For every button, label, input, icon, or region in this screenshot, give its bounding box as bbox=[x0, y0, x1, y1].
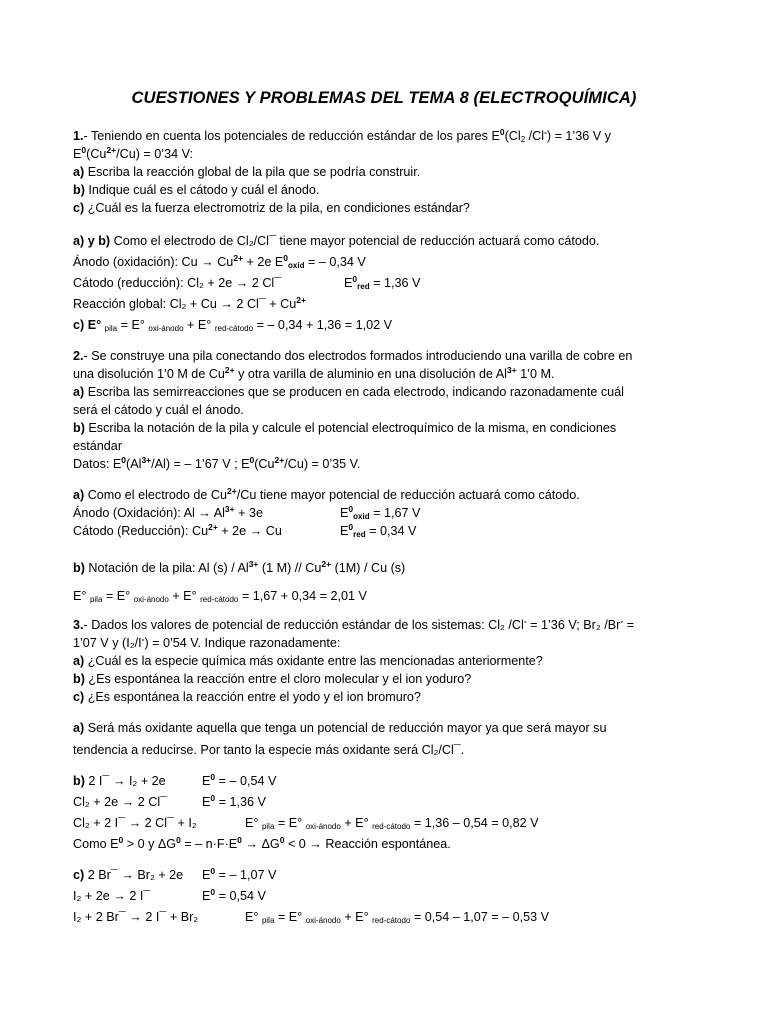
a2-part-b: b) Notación de la pila: Al $(s) / Al^{3+}$ (1 $M) // Cu^{2+}$ (1M) / Cu (s) bbox=[73, 559, 406, 575]
q2-part-a: a) Escriba las semirreacciones que se producen en cada electrodo, indicando razonadamente cuál bbox=[73, 385, 624, 399]
a3-c3: I₂ + 2 Br¯ → 2 I¯ + Br₂ E° $_{pila}$ = E° $_{oxi-ánodo}$ + E° $_{red-cátodo}$ = 0,54 – 1,07 = – 0,53 V bbox=[73, 910, 550, 925]
q1-part-a: a) Escriba la reacción global de la pila que se podría construir. bbox=[73, 165, 421, 179]
q3-part-a: a) ¿Cuál es la especie química más oxidante entre las mencionadas anteriormente? bbox=[73, 654, 543, 668]
answer-1 bbox=[73, 232, 703, 334]
a1-anodo: Ánodo (oxidación): $Cu \to Cu^{2+} + 2e$ $E^0_{oxid}$ = – 0,34 V bbox=[73, 253, 366, 270]
question-2 bbox=[73, 347, 703, 473]
q2-part-b: b) Escriba la notación de la pila y calcule el potencial electroquímico de la misma, en condiciones bbox=[73, 421, 617, 435]
answer-2 bbox=[73, 486, 703, 605]
a2-anodo: Ánodo (Oxidación): $Al \to Al^{3+} + 3e$ $E^0_{oxid} = 1,67$ V bbox=[73, 504, 421, 521]
q2-line-1: 2.- Se construye una pila conectando dos electrodos formados introduciendo una varilla de cobre en bbox=[73, 349, 633, 363]
q2-part-b-cont: estándar bbox=[73, 439, 123, 453]
a3-part-a-cont: tendencia a reducirse. Por tanto la especie más oxidante será Cl₂/Cl¯. bbox=[73, 743, 465, 757]
q2-line-2: una disolución 1’0 M de $Cu^{2+}$ y otra varilla de aluminio en una disolución de $Al^{3+}$ 1’0 M. bbox=[73, 365, 555, 381]
a3-b2: Cl₂ + 2e → 2 Cl¯ $E^0 = 1,36$ V bbox=[73, 793, 266, 809]
q2-datos: Datos: $E^0(Al^{3+}/Al)$ = – 1’67 V ; $E^0(Cu^{2+}/Cu)$ = 0’35 V. bbox=[73, 455, 361, 471]
answer-3 bbox=[73, 719, 703, 926]
a2-part-a: a) Como el electrodo de $Cu^{2+}/Cu$ tiene mayor potencial de reducción actuará como cátodo. bbox=[73, 486, 580, 502]
q1-line-1: 1.- Teniendo en cuenta los potenciales de reducción estándar de los pares $E^0(Cl_2$ /Cl-) = 1’36 V y bbox=[73, 127, 611, 144]
q3-part-b: b) ¿Es espontánea la reacción entre el cloro molecular y el ion yoduro? bbox=[73, 672, 472, 686]
a1-catodo: Cátodo (reducción): Cl₂ + 2e → 2 Cl¯ $E^0_{red} = 1,36$ V bbox=[73, 274, 421, 291]
a3-part-a: a) Será más oxidante aquella que tenga un potencial de reducción mayor ya que será mayor su bbox=[73, 721, 607, 735]
a2-catodo: Cátodo (Reducción): $Cu^{2+} + 2e \to Cu$ $E^0_{red} = 0,34$ V bbox=[73, 522, 417, 539]
a3-b3: Cl₂ + 2 I¯ → 2 Cl¯ + I₂ E° $_{pila}$ = E° $_{oxi-ánodo}$ + E° $_{red-cátodo}$ = 1,36 – 0,54 = 0,82 V bbox=[73, 816, 539, 831]
a1-part-c: c) E° $_{pila}$ = E° $_{oxi-ánodo}$ + E° $_{red-cátodo}$ = – 0,34 + 1,36 = 1,02 V bbox=[73, 318, 393, 333]
q3-part-c: c) ¿Es espontánea la reacción entre el yodo y el ion bromuro? bbox=[73, 690, 421, 704]
q2-part-a-cont: será el cátodo y cuál el ánodo. bbox=[73, 403, 244, 417]
q1-part-c: c) ¿Cuál es la fuerza electromotriz de la pila, en condiciones estándar? bbox=[73, 201, 470, 215]
q3-line-1: 3.- Dados los valores de potencial de reducción estándar de los sistemas: Cl₂ /Cl- = 1’36 V; Br₂ /Br- = bbox=[73, 616, 635, 632]
q1-line-2: $E^0(Cu^{2+}/Cu)$ = 0’34 V: bbox=[73, 145, 194, 161]
q1-part-b: b) Indique cuál es el cátodo y cuál el ánodo. bbox=[73, 183, 320, 197]
question-3 bbox=[73, 616, 703, 706]
a3-c2: I₂ + 2e → 2 I¯ $E^0 = 0,54$ V bbox=[73, 887, 266, 903]
q3-line-2: 1’07 V y (I₂/I-) = 0’54 V. Indique razonadamente: bbox=[73, 634, 341, 650]
question-1 bbox=[73, 127, 703, 217]
a1-global: Reacción global: Cl₂ + Cu → 2 Cl¯ + $Cu^{2+}$ bbox=[73, 295, 306, 311]
a3-c1: c) 2 Br¯ → Br₂ + 2e $E^0$ = – 1,07 V bbox=[73, 866, 277, 882]
a3-b4: Como $E^0 > 0$ y $\Delta G^0$ = – $n\cdot F\cdot E^0 \to \Delta G^0 < 0$ → Reacción espontánea. bbox=[73, 835, 451, 851]
a3-b1: b) 2 I¯ → I₂ + 2e $E^0$ = – 0,54 V bbox=[73, 772, 277, 788]
a1-ab: a) y b) Como el electrodo de Cl₂/Cl¯ tiene mayor potencial de reducción actuará como cátodo. bbox=[73, 234, 600, 248]
page-title: CUESTIONES Y PROBLEMAS DEL TEMA 8 (ELECTROQUÍMICA) bbox=[131, 89, 637, 107]
a2-eq: E° $_{pila}$ = E° $_{oxi-ánodo}$ + E° $_{red-cátodo}$ = 1,67 + 0,34 = 2,01 V bbox=[73, 589, 367, 604]
